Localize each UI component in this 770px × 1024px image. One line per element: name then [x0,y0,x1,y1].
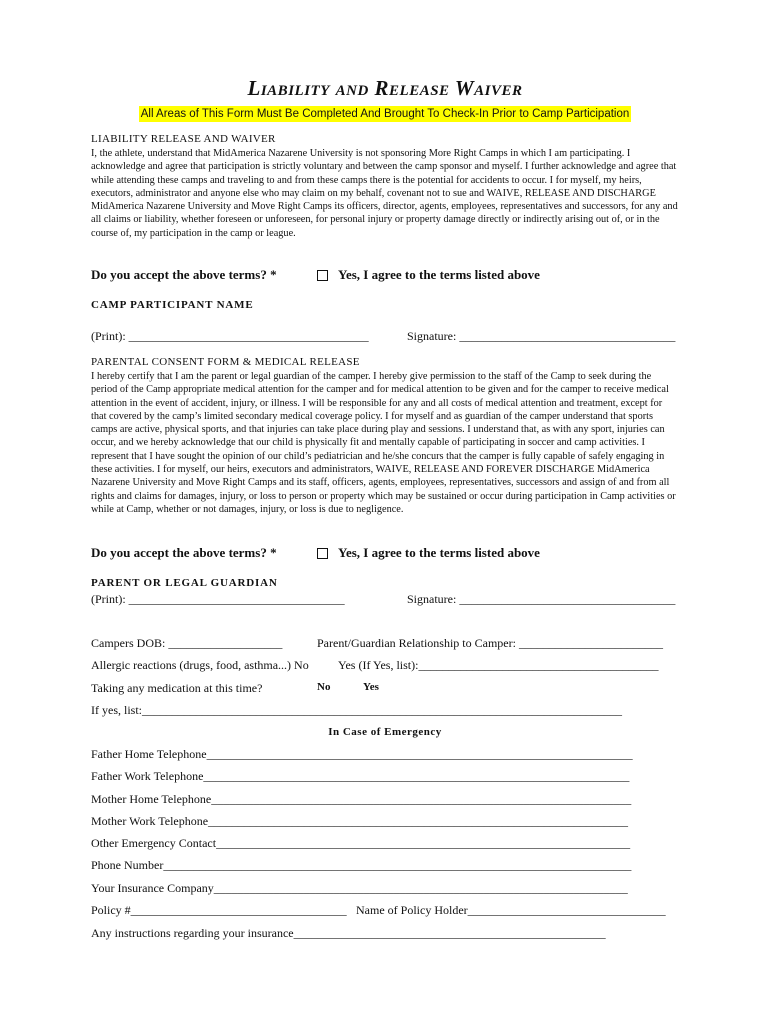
subtitle-wrap [0,104,770,122]
mother-home-telephone-field[interactable]: Mother Home Telephone______________________________________________________________________ [91,792,632,806]
liability-agree-checkbox[interactable] [317,270,328,281]
liability-answer[interactable] [317,267,540,283]
highlighted-instruction: All Areas of This Form Must Be Completed And Brought To Check-In Prior to Camp Participation [140,108,630,120]
parental-agree-checkbox[interactable] [317,548,328,559]
insurance-instructions-field[interactable]: Any instructions regarding your insurance____________________________________________________ [91,926,606,940]
participant-name-row [91,329,681,345]
mother-work-telephone-field[interactable]: Mother Work Telephone______________________________________________________________________ [91,814,629,828]
liability-accept-row [91,267,681,285]
father-home-telephone-field[interactable]: Father Home Telephone_______________________________________________________________________ [91,747,633,761]
policy-row [91,903,681,919]
parental-accept-row [91,545,681,563]
dob-row [91,636,681,652]
liability-question: Do you accept the above terms? * [91,267,277,282]
medication-list-row [91,703,681,719]
insurance-company-field[interactable]: Your Insurance Company_____________________________________________________________________ [91,881,628,895]
other-emergency-contact-field[interactable]: Other Emergency Contact_____________________________________________________________________ [91,836,631,850]
medication-yes-option[interactable]: Yes [363,681,379,693]
instructions-row [91,926,681,942]
campers-dob-field[interactable]: Campers DOB: ___________________ [91,636,283,650]
policy-number-field[interactable]: Policy #____________________________________ [91,903,347,917]
medication-no-option[interactable]: No [317,681,331,693]
father-home-row [91,747,681,763]
participant-heading: CAMP PARTICIPANT NAME [91,299,254,311]
medication-question: Taking any medication at this time? [91,681,263,695]
participant-signature-field[interactable]: Signature: ____________________________________ [407,329,676,343]
parental-question: Do you accept the above terms? * [91,545,277,560]
allergic-row [91,658,681,674]
parental-heading: PARENTAL CONSENT FORM & MEDICAL RELEASE [91,356,360,368]
allergic-yes-field[interactable]: Yes (If Yes, list):________________________________________ [338,658,659,672]
liability-text: I, the athlete, understand that MidAmerica Nazarene University is not sponsoring More Right Camps in which I am participating. I acknowledge and agree that participation is strictly voluntary and between the camp sponsor and myself. I further acknowledge and agree that while attending these camps and traveling to and from these camps there is the potential for accidents to occur. I for myself, my heirs, executors, administrator and anyone else who may claim on my behalf, covenant not to sue and WAIVE, RELEASE AND DISCHARGE MidAmerica Nazarene University and Move Right Camps its officers, director, agents, employees, representatives and successors, for any and all claims or liability, whether foreseen or unforeseen, for personal injury or property damage directly or indirectly arising out of, or in the course of, my participation in the camp or league. [91,148,678,239]
guardian-signature-field[interactable]: Signature: ____________________________________ [407,592,676,606]
parental-answer[interactable] [317,545,540,561]
medication-list-field[interactable]: If yes, list:________________________________________________________________________________ [91,703,622,717]
mother-home-row [91,792,681,808]
other-contact-row [91,836,681,852]
liability-agree-label: Yes, I agree to the terms listed above [338,267,540,282]
father-work-telephone-field[interactable]: Father Work Telephone_______________________________________________________________________ [91,769,630,783]
allergic-no-field[interactable]: Allergic reactions (drugs, food, asthma...) No [91,658,309,672]
guardian-name-row [91,592,681,608]
insurance-row [91,881,681,897]
parental-text: I hereby certify that I am the parent or legal guardian of the camper. I hereby give permission to the staff of the Camp to seek during the period of the Camp appropriate medical attention for the camper and for medical attention to be given and for the camper to receive medical attention in the event of accident, injury, or illness. I will be responsible for any and all costs of medical attention and treatment, except for that covered by the camp’s limited secondary medical coverage policy. I for myself and as guardian of the camper understand that sports camps are active, physical sports, and that injuries can take place during play and sessions. I understand that, as with any sport, injuries can occur, and we hereby acknowledge that our child is physically fit and mentally capable of participating in soccer and camp activities. I represent that I have sought the opinion of our child’s pediatrician and he/she concurs that the camper is fully capable of safely engaging in these activities. I for myself, our heirs, executors and administrators, WAIVE, RELEASE AND FOREVER DISCHARGE MidAmerica Nazarene University and Move Right Camps and its staff, officers, agents, employees, representatives, successors and assign of and from all rights and claims for damages, injury, or loss to person or property which may be sustained or occur during participation in Camp activities or while at Camp, whether or not damages, injury, or loss is due to negligence. [91,371,676,515]
policy-holder-field[interactable]: Name of Policy Holder_________________________________ [356,903,666,917]
father-work-row [91,769,681,785]
phone-row [91,858,681,874]
page-title: Liability and Release Waiver [247,76,523,100]
mother-work-row [91,814,681,830]
liability-heading: LIABILITY RELEASE AND WAIVER [91,133,276,145]
guardian-print-field[interactable]: (Print): ____________________________________ [91,592,345,606]
phone-number-field[interactable]: Phone Number______________________________________________________________________________ [91,858,632,872]
medication-row [91,681,681,697]
parental-agree-label: Yes, I agree to the terms listed above [338,545,540,560]
participant-print-field[interactable]: (Print): ________________________________________ [91,329,369,343]
guardian-heading: PARENT OR LEGAL GUARDIAN [91,577,278,589]
relationship-field[interactable]: Parent/Guardian Relationship to Camper: ________________________ [317,636,663,650]
emergency-heading: In Case of Emergency [328,726,442,738]
